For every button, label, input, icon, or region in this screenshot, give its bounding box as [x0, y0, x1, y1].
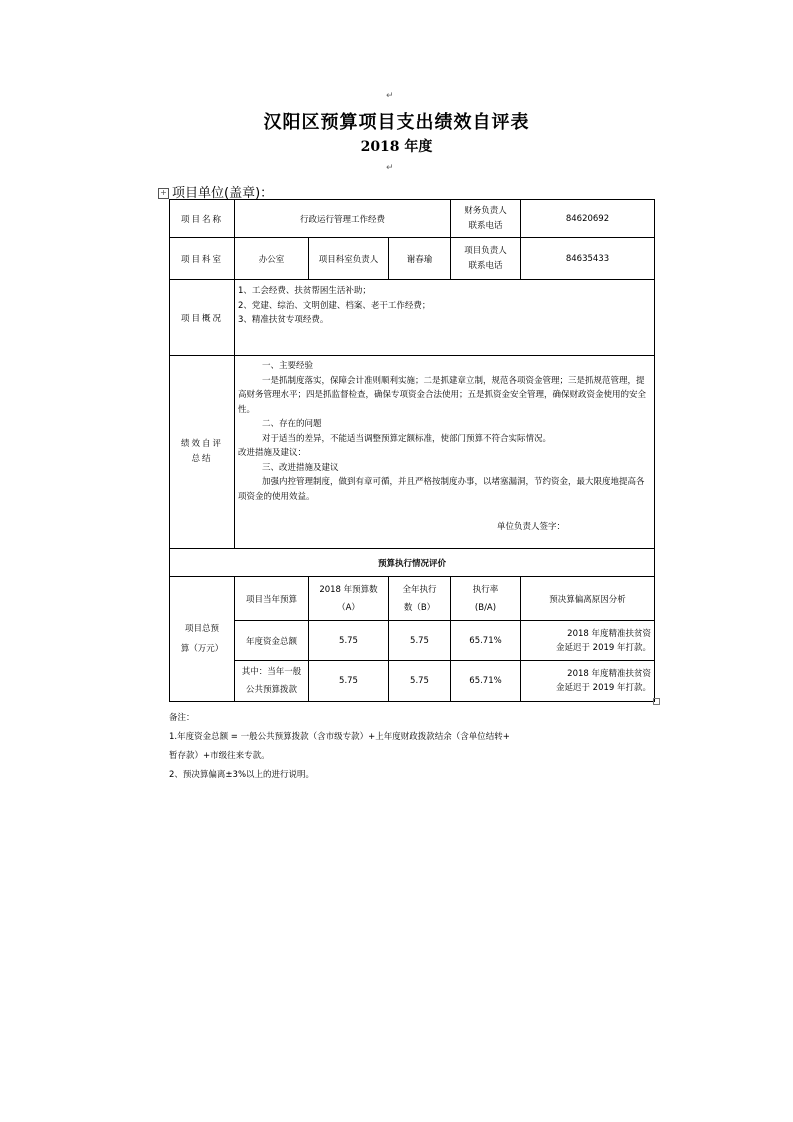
overview-label: 项目概况 [170, 280, 235, 356]
table-move-handle-icon[interactable]: + [158, 188, 169, 199]
budget-total-label-line1: 项目总预 [184, 624, 219, 634]
budget-total-label-line2: 算（万元） [180, 644, 224, 654]
note-1-line2: 暂存款）+市级往来专款。 [169, 751, 270, 761]
project-phone-value[interactable]: 84635433 [521, 238, 655, 280]
overview-cell[interactable] [235, 280, 655, 356]
budget-total-label [170, 577, 235, 702]
col-header-budget-a [309, 577, 389, 621]
cell-exec-rate[interactable]: 65.71% [451, 621, 521, 661]
cell-deviation-reason[interactable] [521, 661, 655, 702]
row-label-public-budget-line2: 公共预算拨款 [245, 685, 297, 695]
col-header-budget-a-line1: 2018 年预算数 [319, 584, 378, 595]
eval-heading-1: 一、主要经验 [262, 361, 314, 371]
project-unit-label: 项目单位(盖章)： [172, 186, 274, 201]
cell-deviation-reason[interactable] [521, 621, 655, 661]
page-subtitle-year: 2018 年度 [360, 139, 433, 155]
col-header-executed-b-line1: 全年执行 [402, 584, 437, 595]
row-label-public-budget-line1: 其中：当年一般 [241, 667, 302, 677]
project-head-label-line1: 项目负责人 [464, 245, 507, 256]
finance-head-label-line1: 财务负责人 [464, 205, 507, 216]
finance-head-label [451, 200, 521, 238]
col-header-exec-rate [451, 577, 521, 621]
cell-deviation-reason-line2: 金延迟于 2019 年打款。 [555, 642, 651, 653]
overview-item: 1、工会经费、扶贫帮困生活补助； [238, 286, 371, 296]
col-header-current-budget: 项目当年预算 [235, 577, 309, 621]
paragraph-mark: ↵ [386, 91, 394, 101]
cell-budget[interactable]: 5.75 [309, 621, 389, 661]
table-end-marker-icon [653, 698, 660, 705]
cell-deviation-reason-line1: 2018 年度精准扶贫资 [567, 669, 651, 679]
eval-signature: 单位负责人签字： [496, 522, 565, 532]
dept-value[interactable]: 办公室 [235, 238, 309, 280]
finance-phone-value[interactable]: 84620692 [521, 200, 655, 238]
performance-evaluation-table [169, 199, 655, 702]
finance-head-label-line2: 联系电话 [468, 220, 503, 231]
dept-head-label: 项目科室负责人 [309, 238, 389, 280]
col-header-executed-b [389, 577, 451, 621]
cell-budget[interactable]: 5.75 [309, 661, 389, 702]
dept-head-value[interactable]: 谢春瑜 [389, 238, 451, 280]
eval-heading-3: 三、改进措施及建议 [262, 462, 339, 473]
project-head-label [451, 238, 521, 280]
notes-block [169, 709, 639, 785]
project-name-label: 项目名称 [170, 200, 235, 238]
note-2: 2、预决算偏离±3%以上的进行说明。 [169, 770, 315, 780]
cell-executed[interactable]: 5.75 [389, 661, 451, 702]
cell-deviation-reason-line2: 金延迟于 2019 年打款。 [555, 683, 651, 693]
paragraph-mark: ↵ [386, 163, 394, 173]
eval-paragraph-3: 加强内控管理制度，做到有章可循，并且严格按制度办事，以堵塞漏洞，节约资金，最大限度地提高各项资金的使用效益。 [238, 477, 645, 502]
project-name-value[interactable]: 行政运行管理工作经费 [235, 200, 451, 238]
col-header-exec-rate-line2: (B/A) [474, 602, 497, 613]
eval-paragraph-1: 一是抓制度落实，保障会计准则顺利实施；二是抓建章立制，规范各项资金管理；三是抓规范管理，提高财务管理水平；四是抓监督检查，确保专项资金合法使用；五是抓资金安全管理，确保财政资金使用的安全性。 [238, 375, 647, 415]
col-header-exec-rate-line1: 执行率 [472, 584, 499, 595]
cell-executed[interactable]: 5.75 [389, 621, 451, 661]
project-head-label-line2: 联系电话 [468, 260, 503, 271]
col-header-budget-a-line2: （A） [337, 602, 360, 613]
page-title: 汉阳区预算项目支出绩效自评表 [263, 112, 530, 133]
eval-paragraph-2: 对于适当的差异，不能适当调整预算定额标准，使部门预算不符合实际情况。 [262, 433, 552, 444]
cell-exec-rate[interactable]: 65.71% [451, 661, 521, 702]
row-label-public-budget [235, 661, 309, 702]
notes-title: 备注： [169, 713, 195, 723]
col-header-executed-b-line2: 数（B） [403, 602, 436, 613]
eval-label [170, 356, 235, 549]
dept-label: 项目科室 [170, 238, 235, 280]
eval-paragraph-2b: 改进措施及建议： [238, 448, 307, 458]
note-1-line1: 1.年度资金总额 = 一般公共预算拨款（含市级专款）+上年度财政拨款结余（含单位结转+ [169, 732, 510, 742]
row-label-annual-total: 年度资金总额 [235, 621, 309, 661]
eval-label-line1: 绩效自评 [180, 439, 223, 449]
eval-heading-2: 二、存在的问题 [262, 419, 322, 429]
eval-label-line2: 总结 [191, 454, 213, 464]
overview-item: 3、精准扶贫专项经费。 [238, 315, 329, 325]
budget-section-title: 预算执行情况评价 [170, 549, 655, 577]
eval-summary-cell[interactable] [235, 356, 655, 549]
overview-item: 2、党建、综治、文明创建、档案、老干工作经费； [238, 300, 431, 311]
col-header-deviation-reason: 预决算偏离原因分析 [521, 577, 655, 621]
cell-deviation-reason-line1: 2018 年度精准扶贫资 [567, 628, 651, 639]
